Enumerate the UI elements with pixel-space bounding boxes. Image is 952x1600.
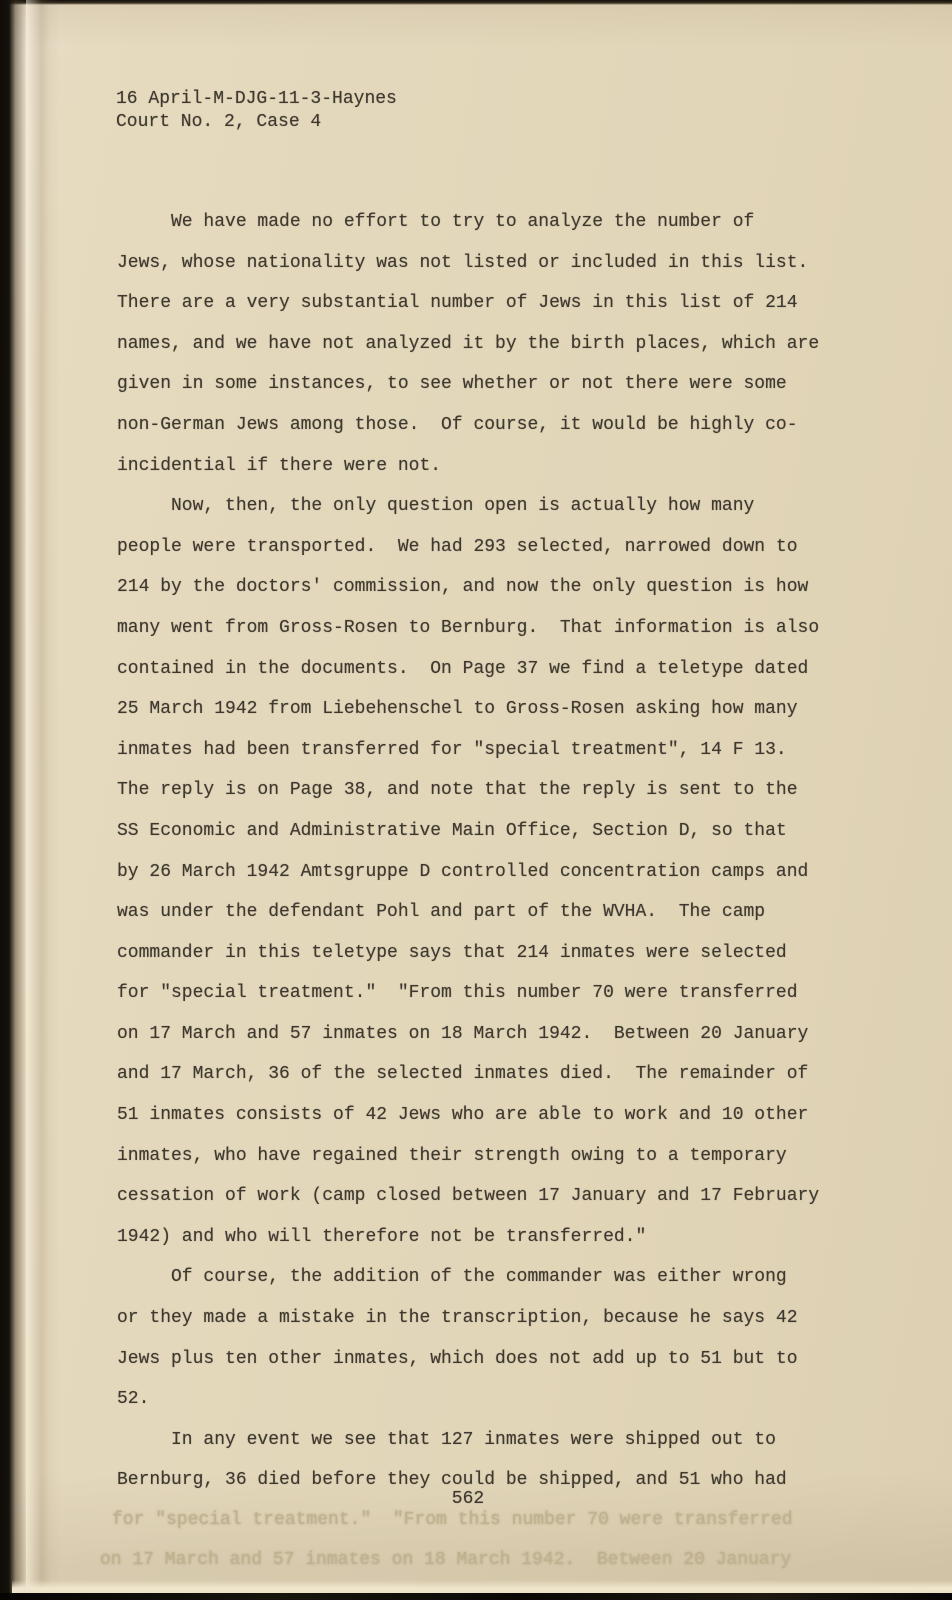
bleedthrough-ghost-line: on 17 March and 57 inmates on 18 March 1942. Between 20 January xyxy=(100,1550,792,1570)
scan-edge-left xyxy=(0,0,26,1600)
body-line: many went from Gross-Rosen to Bernburg. That information is also xyxy=(117,617,820,638)
body-line: cessation of work (camp closed between 17 January and 17 February xyxy=(117,1186,820,1207)
body-line: The reply is on Page 38, and note that the reply is sent to the xyxy=(117,780,798,801)
body-line: names, and we have not analyzed it by the birth places, which are xyxy=(117,333,820,354)
body-line: was under the defendant Pohl and part of the WVHA. The camp xyxy=(117,902,766,923)
header-line: Court No. 2, Case 4 xyxy=(116,112,322,132)
body-line: people were transported. We had 293 selected, narrowed down to xyxy=(117,536,798,557)
body-line: There are a very substantial number of Jews in this list of 214 xyxy=(117,293,798,314)
body-line: inmates had been transferred for "special treatment", 14 F 13. xyxy=(117,739,787,760)
document-header xyxy=(116,88,397,134)
body-line: Bernburg, 36 died before they could be shipped, and 51 who had xyxy=(117,1470,787,1491)
body-line: Jews, whose nationality was not listed or included in this list. xyxy=(117,252,809,273)
body-line: by 26 March 1942 Amtsgruppe D controlled concentration camps and xyxy=(117,861,809,882)
body-line: In any event we see that 127 inmates were shipped out to xyxy=(117,1429,776,1450)
body-line: 51 inmates consists of 42 Jews who are able to work and 10 other xyxy=(117,1105,809,1126)
body-line: 25 March 1942 from Liebehenschel to Gross-Rosen asking how many xyxy=(117,699,798,720)
body-line: given in some instances, to see whether or not there were some xyxy=(117,374,787,395)
body-line: non-German Jews among those. Of course, it would be highly co- xyxy=(117,414,798,435)
bleedthrough-ghost-line: for "special treatment." "From this number 70 were transferred xyxy=(112,1510,793,1530)
scan-edge-bottom xyxy=(0,1593,952,1600)
body-line: incidential if there were not. xyxy=(117,455,442,476)
body-line: on 17 March and 57 inmates on 18 March 1942. Between 20 January xyxy=(117,1023,809,1044)
body-line: We have made no effort to try to analyze the number of xyxy=(117,212,755,232)
body-line: contained in the documents. On Page 37 we find a teletype dated xyxy=(117,658,809,679)
body-line: 214 by the doctors' commission, and now the only question is how xyxy=(117,577,809,598)
body-line: Now, then, the only question open is actually how many xyxy=(117,496,755,517)
header-line: 16 April-M-DJG-11-3-Haynes xyxy=(116,89,397,109)
body-line: inmates, who have regained their strength owing to a temporary xyxy=(117,1145,787,1166)
body-line: and 17 March, 36 of the selected inmates died. The remainder of xyxy=(117,1064,809,1085)
body-line: Of course, the addition of the commander was either wrong xyxy=(117,1267,787,1288)
body-line: for "special treatment." "From this number 70 were transferred xyxy=(117,983,798,1004)
body-line: SS Economic and Administrative Main Office, Section D, so that xyxy=(117,820,787,841)
scan-edge-top xyxy=(0,0,952,5)
page-number: 562 xyxy=(451,1489,485,1509)
body-line: commander in this teletype says that 214 inmates were selected xyxy=(117,942,787,963)
body-line: 1942) and who will therefore not be transferred." xyxy=(117,1226,647,1247)
body-line: 52. xyxy=(117,1389,150,1410)
paper-crease xyxy=(26,0,60,1600)
body-line: or they made a mistake in the transcription, because he says 42 xyxy=(117,1308,798,1329)
body-line: Jews plus ten other inmates, which does not add up to 51 but to xyxy=(117,1348,798,1369)
document-body-text xyxy=(117,202,819,1501)
